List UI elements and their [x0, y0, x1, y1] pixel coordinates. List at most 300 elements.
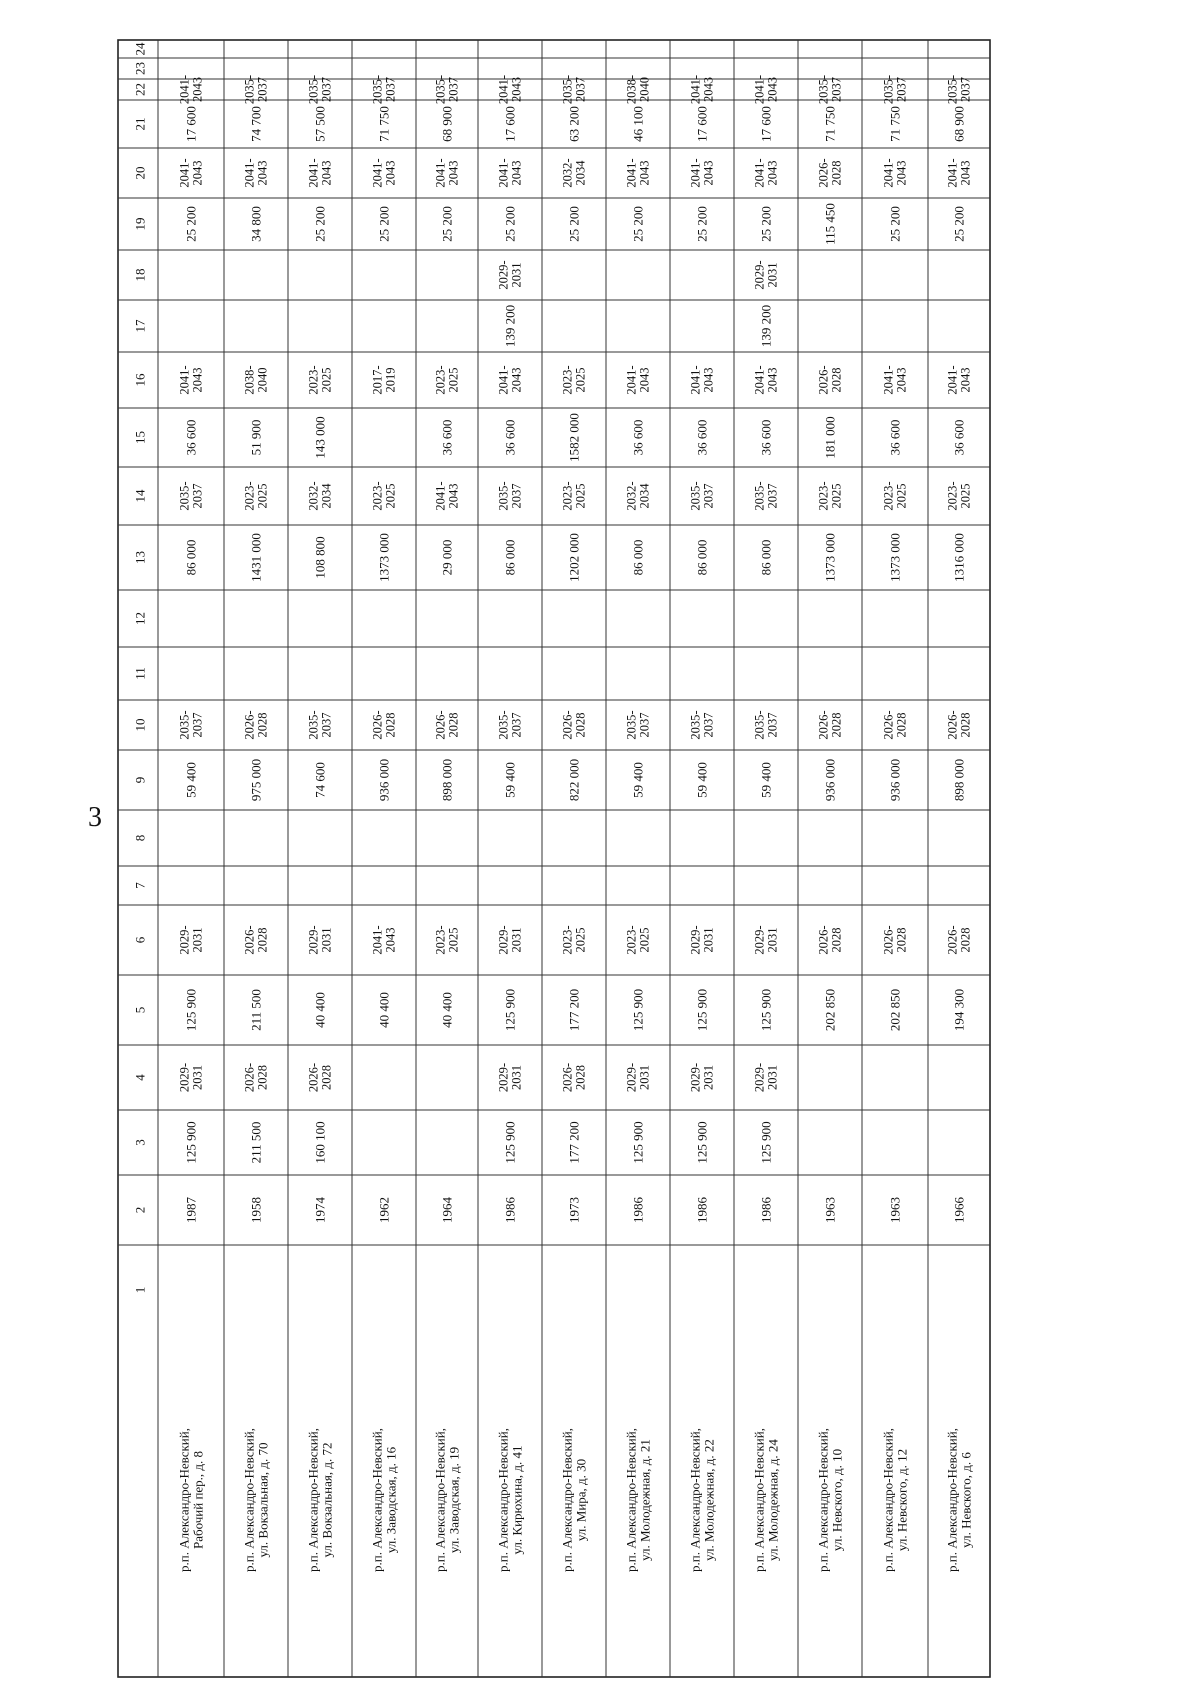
data-cell-line: 194 300	[951, 988, 967, 1032]
address-cell-line: р.п. Александро-Невский,	[495, 1428, 511, 1572]
column-header-14-line: 14	[132, 489, 148, 503]
data-cell	[888, 420, 903, 456]
data-cell-line: 2025	[255, 483, 270, 509]
data-cell-line: 1986	[758, 1197, 774, 1223]
data-cell-line: 2041-	[881, 158, 896, 188]
address-cell	[177, 1428, 206, 1572]
data-cell-line: 2043	[765, 160, 780, 186]
data-cell-line: 2029-	[688, 925, 703, 955]
data-cell-line: 2026-	[816, 925, 831, 955]
data-cell	[440, 992, 455, 1028]
data-cell	[567, 989, 582, 1031]
data-cell-line: 898 000	[951, 758, 967, 802]
data-cell-line: 936 000	[376, 758, 392, 802]
data-cell	[184, 206, 199, 242]
column-header-9	[133, 777, 148, 784]
data-cell-line: 2038-	[624, 74, 639, 105]
data-cell-line: 125 900	[502, 988, 518, 1032]
address-cell-line: ул. Невского, д. 6	[958, 1452, 974, 1548]
address-cell-line: р.п. Александро-Невский,	[369, 1428, 385, 1572]
address-cell	[881, 1428, 910, 1572]
data-cell-line: 936 000	[887, 758, 903, 802]
column-header-1-line: 1	[132, 1286, 148, 1294]
data-cell	[560, 481, 587, 510]
data-cell	[377, 1197, 392, 1223]
column-header-22	[133, 83, 148, 96]
address-cell-line: р.п. Александро-Невский,	[687, 1428, 703, 1572]
data-cell-line: 1316 000	[951, 533, 967, 582]
data-cell-line: 2043	[446, 160, 461, 186]
data-cell-line: 2037	[765, 483, 780, 509]
data-cell-line: 2028	[894, 712, 909, 738]
data-cell-line: 2025	[637, 927, 652, 953]
data-cell	[952, 759, 967, 801]
data-cell-line: 71 750	[887, 106, 903, 142]
data-cell	[945, 925, 972, 954]
data-cell-line: 2035-	[496, 481, 511, 511]
data-cell-line: 2023-	[881, 481, 896, 511]
data-cell	[377, 106, 392, 142]
data-cell	[695, 106, 710, 142]
data-cell-line: 2041-	[688, 158, 703, 188]
data-cell-line: 115 450	[822, 203, 838, 245]
column-header-17-line: 17	[132, 319, 148, 333]
address-cell	[560, 1428, 589, 1572]
data-cell-line: 2028	[958, 927, 973, 953]
address-cell-line: р.п. Александро-Невский,	[880, 1428, 896, 1572]
data-cell	[313, 106, 328, 142]
column-header-7-line: 7	[132, 882, 148, 889]
data-cell-line: 51 900	[248, 419, 264, 456]
data-cell-line: 2031	[509, 927, 524, 953]
data-cell-line: 34 800	[248, 206, 264, 242]
data-cell	[440, 206, 455, 242]
data-cell	[377, 206, 392, 242]
data-cell-line: 2026-	[881, 925, 896, 955]
data-cell-line: 2040	[637, 77, 652, 102]
data-cell-line: 2041-	[177, 365, 192, 395]
data-cell-line: 2028	[573, 1065, 588, 1090]
data-cell	[249, 533, 264, 582]
data-cell-line: 2037	[701, 712, 716, 738]
column-header-8-line: 8	[132, 834, 148, 842]
column-header-8	[133, 835, 148, 842]
data-cell	[249, 420, 264, 456]
address-cell	[496, 1428, 525, 1572]
data-cell-line: 2029-	[688, 1062, 703, 1093]
data-cell	[306, 1063, 333, 1092]
data-cell-line: 2041-	[752, 74, 767, 105]
data-cell-line: 36 600	[758, 419, 774, 456]
address-cell	[688, 1428, 717, 1572]
data-cell-line: 2023-	[306, 365, 321, 395]
data-cell	[560, 1063, 587, 1092]
page-number: 3	[88, 802, 102, 833]
data-cell-line: 25 200	[758, 206, 774, 242]
data-cell-line: 2032-	[306, 481, 321, 511]
data-cell-line: 2026-	[370, 710, 385, 740]
data-cell	[249, 1122, 264, 1164]
data-cell	[560, 710, 587, 739]
data-cell-line: 2028	[829, 367, 844, 393]
data-cell-line: 2031	[701, 1065, 716, 1090]
data-cell	[567, 106, 582, 142]
data-cell-line: 2041-	[945, 158, 960, 188]
data-cell-line: 1986	[694, 1197, 710, 1223]
data-cell-line: 2029-	[624, 1062, 639, 1093]
data-cell	[560, 925, 587, 954]
column-header-9-line: 9	[132, 776, 148, 784]
data-cell-line: 2041-	[752, 158, 767, 188]
data-cell	[816, 481, 843, 510]
data-cell	[823, 989, 838, 1031]
data-cell	[503, 1197, 518, 1224]
data-cell-line: 17 600	[694, 106, 710, 142]
column-header-2	[133, 1207, 148, 1214]
data-cell	[313, 1197, 328, 1224]
data-cell-line: 86 000	[758, 539, 774, 576]
data-cell-line: 1373 000	[887, 533, 903, 582]
data-cell-line: 2023-	[433, 925, 448, 955]
data-cell-line: 25 200	[951, 206, 967, 242]
data-cell-line: 125 900	[183, 1121, 199, 1164]
data-cell-line: 2035-	[752, 481, 767, 511]
data-cell-line: 36 600	[183, 419, 199, 456]
data-cell	[370, 481, 397, 510]
data-cell	[503, 420, 518, 456]
data-cell-line: 2041-	[306, 158, 321, 188]
data-cell	[560, 75, 587, 104]
column-header-17	[133, 319, 148, 333]
data-cell	[888, 989, 903, 1031]
data-cell-line: 36 600	[951, 419, 967, 456]
data-cell-line: 2035-	[306, 710, 321, 740]
data-cell-line: 25 200	[502, 206, 518, 242]
data-cell-line: 2031	[637, 1065, 652, 1090]
data-cell	[752, 365, 779, 394]
data-cell-line: 46 100	[630, 106, 646, 142]
data-cell-line: 2037	[701, 483, 716, 509]
data-cell	[177, 1063, 204, 1092]
data-cell	[177, 925, 204, 954]
data-cell	[823, 533, 838, 582]
column-header-24-line: 24	[132, 42, 148, 56]
data-cell-line: 202 850	[887, 988, 903, 1032]
data-cell	[631, 1121, 646, 1163]
address-cell-line: ул. Вокзальная, д. 70	[255, 1442, 271, 1558]
data-cell-line: 2035-	[688, 710, 703, 740]
data-cell-line: 1964	[439, 1197, 455, 1223]
data-cell-line: 2035-	[370, 74, 385, 105]
data-cell	[370, 365, 397, 394]
data-cell-line: 125 900	[694, 1121, 710, 1164]
data-cell-line: 2031	[765, 1065, 780, 1090]
data-cell	[503, 989, 518, 1031]
data-cell	[496, 1063, 523, 1092]
data-cell	[242, 75, 269, 104]
address-cell-line: р.п. Александро-Невский,	[944, 1428, 960, 1572]
data-cell-line: 40 400	[439, 992, 455, 1028]
data-cell	[823, 203, 838, 245]
data-cell-line: 2028	[573, 712, 588, 738]
data-cell	[370, 158, 397, 187]
data-cell	[688, 1063, 715, 1092]
data-cell	[433, 925, 460, 954]
address-cell-line: р.п. Александро-Невский,	[432, 1428, 448, 1572]
data-cell	[823, 759, 838, 801]
data-cell-line: 2043	[446, 483, 461, 509]
data-cell	[695, 420, 710, 456]
data-cell-line: 2043	[765, 77, 780, 102]
data-cell	[688, 75, 715, 104]
data-cell	[752, 1063, 779, 1092]
data-cell-line: 2029-	[306, 925, 321, 955]
data-cell-line: 2035-	[433, 74, 448, 105]
data-cell-line: 125 900	[758, 988, 774, 1032]
address-cell-line: р.п. Александро-Невский,	[241, 1428, 257, 1572]
data-cell-line: 2035-	[560, 74, 575, 105]
data-cell-line: 2028	[829, 160, 844, 186]
data-cell-line: 2025	[573, 927, 588, 953]
column-header-20-line: 20	[132, 166, 148, 180]
data-cell-line: 2026-	[560, 1062, 575, 1093]
column-header-13	[133, 551, 148, 564]
data-cell-line: 2019	[383, 367, 398, 393]
data-cell	[752, 158, 779, 187]
data-cell	[306, 481, 333, 510]
data-cell-line: 2043	[509, 77, 524, 102]
data-cell-line: 2031	[765, 927, 780, 953]
data-cell-line: 59 400	[630, 762, 646, 798]
data-cell	[496, 75, 523, 104]
data-cell-line: 2041-	[496, 365, 511, 395]
data-cell	[242, 1063, 269, 1092]
data-cell-line: 2026-	[242, 925, 257, 955]
data-cell-line: 2034	[573, 160, 588, 186]
data-cell	[306, 158, 333, 187]
data-cell	[881, 925, 908, 954]
data-cell-line: 2028	[255, 712, 270, 738]
data-cell-line: 2031	[509, 262, 524, 288]
data-cell-line: 2031	[190, 1065, 205, 1090]
data-cell	[823, 1197, 838, 1223]
data-cell	[624, 1063, 651, 1092]
address-cell-line: ул. Заводская, д. 19	[446, 1446, 462, 1554]
data-cell	[759, 106, 774, 142]
data-cell	[440, 420, 455, 456]
column-header-3	[133, 1139, 148, 1146]
data-cell	[752, 481, 779, 510]
data-cell-line: 2026-	[881, 710, 896, 740]
data-cell	[503, 305, 518, 347]
data-cell	[313, 1121, 328, 1163]
address-cell	[433, 1428, 462, 1572]
data-cell-line: 2035-	[177, 710, 192, 740]
address-cell-line: ул. Невского, д. 12	[894, 1448, 910, 1552]
data-cell-line: 2043	[637, 367, 652, 393]
data-cell-line: 1373 000	[822, 533, 838, 582]
column-header-6-line: 6	[132, 936, 148, 944]
data-cell	[567, 759, 582, 801]
data-cell-line: 2040	[255, 367, 270, 393]
data-cell	[823, 106, 838, 142]
data-cell-line: 2035-	[752, 710, 767, 740]
data-cell	[695, 1197, 710, 1224]
data-cell	[433, 481, 460, 510]
data-cell-line: 2041-	[370, 925, 385, 955]
data-cell-line: 2025	[958, 483, 973, 509]
address-cell-line: р.п. Александро-Невский,	[305, 1428, 321, 1572]
data-cell	[881, 481, 908, 510]
data-cell-line: 40 400	[312, 992, 328, 1028]
data-cell-line: 29 000	[439, 539, 455, 576]
data-cell	[952, 206, 967, 242]
data-cell-line: 2037	[958, 77, 973, 102]
data-cell-line: 74 700	[248, 106, 264, 142]
data-cell	[433, 75, 460, 104]
data-cell-line: 2035-	[306, 74, 321, 105]
data-cell	[631, 762, 646, 798]
address-cell	[752, 1428, 781, 1572]
data-cell-line: 125 900	[183, 988, 199, 1032]
data-cell	[242, 481, 269, 510]
column-header-22-line: 22	[132, 83, 148, 96]
column-header-24	[133, 42, 148, 56]
address-cell-line: р.п. Александро-Невский,	[751, 1428, 767, 1572]
data-cell	[377, 992, 392, 1028]
data-cell-line: 211 500	[248, 1121, 264, 1164]
data-cell	[759, 762, 774, 798]
data-cell-line: 25 200	[566, 206, 582, 242]
data-cell	[945, 710, 972, 739]
data-cell-line: 86 000	[630, 539, 646, 576]
address-cell-line: ул. Молодежная, д. 21	[637, 1439, 653, 1561]
column-header-19-line: 19	[132, 217, 148, 231]
data-cell	[688, 365, 715, 394]
data-cell	[945, 365, 972, 394]
data-cell	[370, 710, 397, 739]
column-header-1	[133, 1287, 148, 1294]
data-cell	[377, 759, 392, 801]
column-header-23-line: 23	[132, 62, 148, 75]
address-cell	[624, 1428, 653, 1572]
data-cell-line: 2035-	[496, 710, 511, 740]
data-cell	[688, 710, 715, 739]
data-cell-line: 2031	[190, 927, 205, 953]
data-cell-line: 108 800	[312, 536, 328, 579]
data-cell-line: 2037	[446, 77, 461, 102]
data-cell-line: 2041-	[688, 365, 703, 395]
column-header-16	[133, 373, 148, 387]
data-cell-line: 202 850	[822, 988, 838, 1032]
data-cell	[177, 365, 204, 394]
data-cell	[823, 416, 838, 458]
address-cell	[370, 1428, 399, 1572]
data-cell	[440, 1197, 455, 1224]
data-cell-line: 1963	[822, 1197, 838, 1223]
data-cell	[945, 481, 972, 510]
data-cell	[496, 260, 523, 289]
data-cell	[624, 365, 651, 394]
data-cell-line: 2043	[894, 160, 909, 186]
data-cell-line: 125 900	[758, 1121, 774, 1164]
data-cell-line: 1958	[248, 1197, 264, 1223]
data-cell-line: 2029-	[496, 260, 511, 290]
address-cell-line: ул. Мира, д. 30	[573, 1458, 589, 1542]
data-cell	[759, 1121, 774, 1163]
data-cell-line: 59 400	[694, 762, 710, 798]
data-cell-line: 2026-	[433, 710, 448, 740]
data-cell-line: 2041-	[624, 158, 639, 188]
data-cell-line: 2031	[701, 927, 716, 953]
data-cell	[313, 762, 328, 798]
data-cell-line: 2043	[701, 367, 716, 393]
data-cell	[313, 536, 328, 578]
data-cell-line: 2029-	[496, 925, 511, 955]
data-cell-line: 2043	[509, 367, 524, 393]
data-cell-line: 2023-	[560, 481, 575, 511]
data-cell	[560, 365, 587, 394]
data-cell	[688, 158, 715, 187]
data-cell	[249, 759, 264, 801]
data-cell-line: 2043	[765, 367, 780, 393]
data-cell-line: 2028	[829, 712, 844, 738]
data-cell-line: 125 900	[630, 988, 646, 1032]
data-cell-line: 63 200	[566, 106, 582, 142]
data-cell	[440, 759, 455, 801]
address-cell	[306, 1428, 335, 1572]
data-cell-line: 2041-	[752, 365, 767, 395]
data-cell	[881, 75, 908, 104]
data-cell	[503, 762, 518, 798]
data-cell-line: 1962	[376, 1197, 392, 1223]
data-cell-line: 2035-	[945, 74, 960, 105]
address-cell-line: ул. Молодежная, д. 24	[765, 1439, 781, 1561]
data-cell-line: 2043	[894, 367, 909, 393]
data-cell	[695, 540, 710, 576]
address-cell-line: ул. Вокзальная, д. 72	[319, 1442, 335, 1558]
data-cell	[503, 206, 518, 242]
data-cell	[952, 989, 967, 1031]
data-cell-line: 2037	[573, 77, 588, 102]
address-cell	[816, 1428, 845, 1572]
data-cell	[433, 710, 460, 739]
data-cell	[888, 1197, 903, 1223]
data-cell-line: 2031	[509, 1065, 524, 1090]
data-cell-line: 2038-	[242, 365, 257, 395]
data-cell	[184, 989, 199, 1031]
column-header-10	[133, 719, 148, 732]
data-cell	[377, 533, 392, 582]
data-cell-line: 2037	[190, 483, 205, 509]
data-cell-line: 2025	[829, 483, 844, 509]
data-cell	[242, 158, 269, 187]
column-header-13-line: 13	[132, 551, 148, 564]
data-cell	[881, 365, 908, 394]
data-cell	[370, 75, 397, 104]
data-cell	[759, 206, 774, 242]
data-cell-line: 2025	[573, 483, 588, 509]
data-cell-line: 2031	[319, 927, 334, 953]
data-cell-line: 40 400	[376, 992, 392, 1028]
data-cell-line: 2025	[894, 483, 909, 509]
data-cell	[177, 481, 204, 510]
data-cell-line: 36 600	[439, 419, 455, 456]
data-cell	[881, 710, 908, 739]
column-header-14	[133, 489, 148, 503]
data-cell	[888, 206, 903, 242]
data-cell	[560, 158, 587, 187]
